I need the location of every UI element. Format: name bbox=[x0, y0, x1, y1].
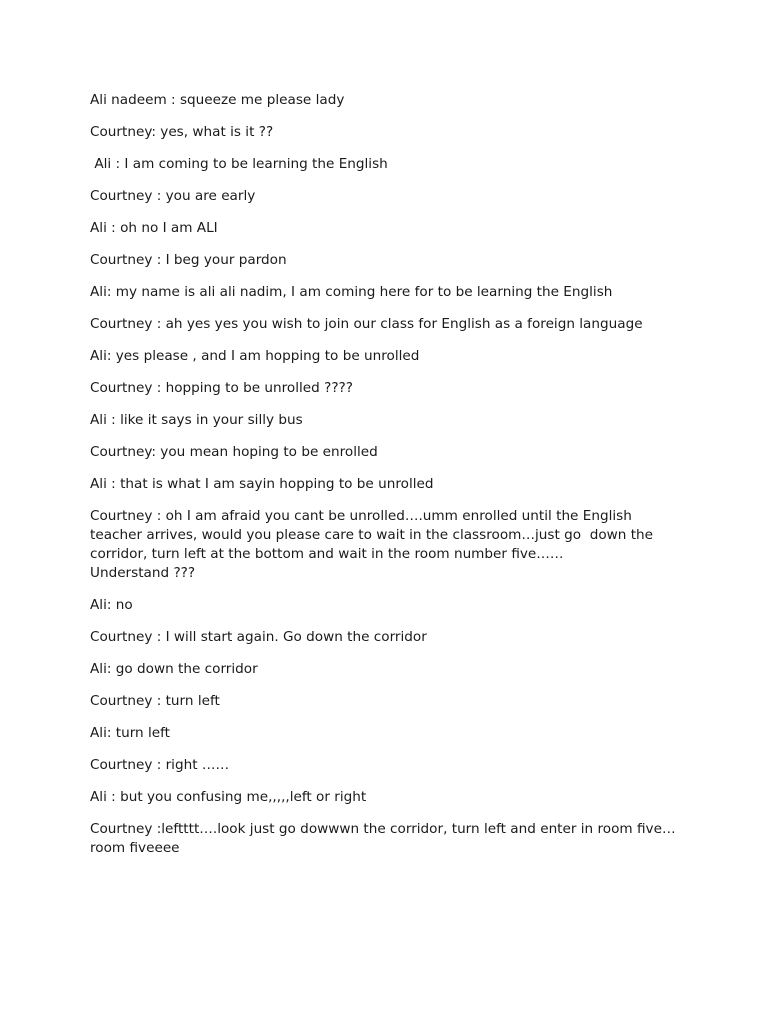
dialogue-line: Courtney : hopping to be unrolled ???? bbox=[90, 380, 353, 396]
dialogue-line: Ali : but you confusing me,,,,,left or right bbox=[90, 789, 367, 805]
dialogue-line: Ali : that is what I am sayin hopping to be unrolled bbox=[90, 476, 434, 492]
dialogue-line: Ali: my name is ali ali nadim, I am coming here for to be learning the English bbox=[90, 284, 613, 300]
dialogue-line: Courtney : you are early bbox=[90, 188, 256, 204]
dialogue-line: Ali : like it says in your silly bus bbox=[90, 412, 303, 428]
dialogue-line: Courtney : oh I am afraid you cant be unrolled….umm enrolled until the English teacher arrives, would you please care to wait in the classroom…just go down the corridor, turn left at the bottom and wait in the room number five…… Understand ??? bbox=[90, 508, 653, 581]
dialogue-line: Ali: no bbox=[90, 597, 133, 613]
dialogue-line: Courtney : I will start again. Go down the corridor bbox=[90, 629, 427, 645]
dialogue-line: Courtney : right …… bbox=[90, 757, 230, 773]
dialogue-line: Courtney : ah yes yes you wish to join our class for English as a foreign language bbox=[90, 316, 643, 332]
dialogue-line: Ali: go down the corridor bbox=[90, 661, 258, 677]
dialogue-line: Courtney: yes, what is it ?? bbox=[90, 124, 274, 140]
dialogue-line: Ali : oh no I am ALI bbox=[90, 220, 218, 236]
dialogue-line: Ali: turn left bbox=[90, 725, 171, 741]
dialogue-line: Courtney : turn left bbox=[90, 693, 220, 709]
dialogue-line: Courtney :leftttt….look just go dowwwn the corridor, turn left and enter in room five…room fiveeee bbox=[90, 821, 676, 856]
dialogue-line: Ali: yes please , and I am hopping to be unrolled bbox=[90, 348, 420, 364]
dialogue-line: Ali nadeem : squeeze me please lady bbox=[90, 92, 345, 108]
dialogue-text bbox=[90, 91, 680, 871]
dialogue-line: Courtney : I beg your pardon bbox=[90, 252, 287, 268]
dialogue-line: Ali : I am coming to be learning the English bbox=[90, 156, 388, 172]
dialogue-line: Courtney: you mean hoping to be enrolled bbox=[90, 444, 378, 460]
